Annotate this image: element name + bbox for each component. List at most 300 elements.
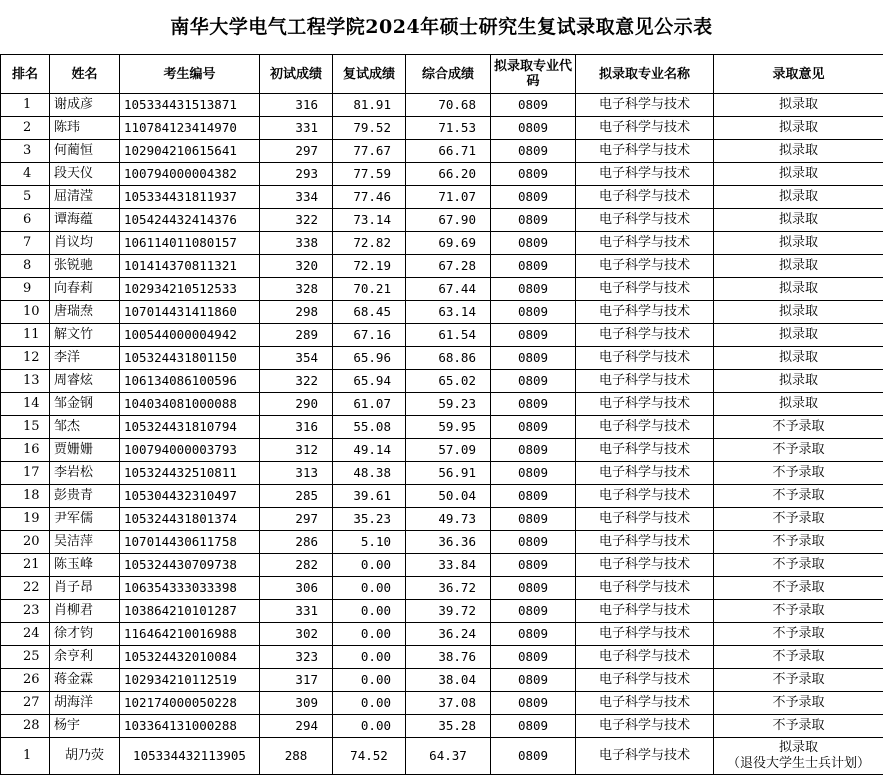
- cell-major-name: 电子科学与技术: [576, 508, 714, 531]
- cell-exam-id: 101414370811321: [120, 255, 260, 278]
- cell-total-score: 38.76: [406, 646, 491, 669]
- cell-major-code: 0809: [491, 531, 576, 554]
- table-row: [1, 623, 883, 646]
- cell-initial-score: 285: [260, 485, 333, 508]
- cell-major-name: 电子科学与技术: [576, 577, 714, 600]
- cell-major-name: 电子科学与技术: [576, 485, 714, 508]
- cell-name: 张锐驰: [50, 255, 120, 278]
- table-row-extra: [1, 738, 883, 775]
- cell-opinion: 拟录取: [714, 232, 883, 255]
- cell-retest-score: 65.96: [333, 347, 406, 370]
- cell-major-name: 电子科学与技术: [576, 255, 714, 278]
- cell-name: 胡海洋: [50, 692, 120, 715]
- cell-total-score: 63.14: [406, 301, 491, 324]
- cell-retest-score: 49.14: [333, 439, 406, 462]
- cell-rank: 15: [1, 416, 50, 439]
- cell-initial-score: 297: [260, 508, 333, 531]
- cell-rank: 1: [1, 738, 50, 775]
- cell-name: 屈清滢: [50, 186, 120, 209]
- cell-major-name: 电子科学与技术: [576, 623, 714, 646]
- cell-name: 蒋金霖: [50, 669, 120, 692]
- cell-retest-score: 48.38: [333, 462, 406, 485]
- cell-name: 唐瑞焘: [50, 301, 120, 324]
- cell-major-name: 电子科学与技术: [576, 692, 714, 715]
- cell-initial-score: 302: [260, 623, 333, 646]
- cell-rank: 13: [1, 370, 50, 393]
- table-row: [1, 393, 883, 416]
- cell-total-score: 68.86: [406, 347, 491, 370]
- cell-retest-score: 0.00: [333, 669, 406, 692]
- cell-total-score: 67.28: [406, 255, 491, 278]
- cell-major-name: 电子科学与技术: [576, 715, 714, 738]
- cell-major-code: 0809: [491, 692, 576, 715]
- cell-rank: 14: [1, 393, 50, 416]
- cell-major-code: 0809: [491, 94, 576, 117]
- header-opinion: 录取意见: [714, 55, 883, 94]
- cell-major-name: 电子科学与技术: [576, 347, 714, 370]
- cell-retest-score: 77.46: [333, 186, 406, 209]
- table-row: [1, 554, 883, 577]
- cell-exam-id: 103364131000288: [120, 715, 260, 738]
- cell-retest-score: 0.00: [333, 646, 406, 669]
- cell-name: 余亨利: [50, 646, 120, 669]
- cell-major-name: 电子科学与技术: [576, 94, 714, 117]
- cell-total-score: 35.28: [406, 715, 491, 738]
- cell-rank: 26: [1, 669, 50, 692]
- cell-name: 肖子昂: [50, 577, 120, 600]
- cell-rank: 28: [1, 715, 50, 738]
- cell-retest-score: 67.16: [333, 324, 406, 347]
- cell-total-score: 49.73: [406, 508, 491, 531]
- cell-opinion: 拟录取: [714, 255, 883, 278]
- header-total-score: 综合成绩: [406, 55, 491, 94]
- cell-total-score: 36.24: [406, 623, 491, 646]
- cell-rank: 22: [1, 577, 50, 600]
- cell-rank: 11: [1, 324, 50, 347]
- cell-retest-score: 55.08: [333, 416, 406, 439]
- cell-retest-score: 0.00: [333, 692, 406, 715]
- table-row: [1, 301, 883, 324]
- cell-rank: 3: [1, 140, 50, 163]
- cell-retest-score: 81.91: [333, 94, 406, 117]
- cell-major-code: 0809: [491, 370, 576, 393]
- cell-initial-score: 317: [260, 669, 333, 692]
- cell-retest-score: 77.67: [333, 140, 406, 163]
- cell-major-name: 电子科学与技术: [576, 646, 714, 669]
- cell-opinion: 不予录取: [714, 623, 883, 646]
- cell-opinion: 不予录取: [714, 554, 883, 577]
- cell-major-name: 电子科学与技术: [576, 600, 714, 623]
- cell-initial-score: 293: [260, 163, 333, 186]
- table-row: [1, 715, 883, 738]
- cell-rank: 23: [1, 600, 50, 623]
- cell-rank: 2: [1, 117, 50, 140]
- cell-name: 肖柳君: [50, 600, 120, 623]
- cell-opinion: 拟录取: [714, 370, 883, 393]
- cell-initial-score: 323: [260, 646, 333, 669]
- cell-major-code: 0809: [491, 439, 576, 462]
- cell-name: 肖议均: [50, 232, 120, 255]
- cell-initial-score: 294: [260, 715, 333, 738]
- cell-exam-id: 104034081000088: [120, 393, 260, 416]
- cell-major-code: 0809: [491, 554, 576, 577]
- cell-exam-id: 106354333033398: [120, 577, 260, 600]
- cell-initial-score: 286: [260, 531, 333, 554]
- cell-major-code: 0809: [491, 232, 576, 255]
- header-major-code: 拟录取专业代码: [491, 55, 576, 94]
- cell-exam-id: 106114011080157: [120, 232, 260, 255]
- table-row: [1, 255, 883, 278]
- cell-exam-id: 102934210112519: [120, 669, 260, 692]
- cell-opinion: 拟录取: [714, 117, 883, 140]
- cell-rank: 25: [1, 646, 50, 669]
- cell-rank: 24: [1, 623, 50, 646]
- table-row: [1, 278, 883, 301]
- cell-rank: 16: [1, 439, 50, 462]
- cell-major-code: 0809: [491, 508, 576, 531]
- cell-exam-id: 100794000004382: [120, 163, 260, 186]
- cell-major-code: 0809: [491, 738, 576, 775]
- cell-major-name: 电子科学与技术: [576, 370, 714, 393]
- table-row: [1, 577, 883, 600]
- cell-rank: 1: [1, 94, 50, 117]
- cell-exam-id: 100544000004942: [120, 324, 260, 347]
- cell-major-code: 0809: [491, 669, 576, 692]
- cell-retest-score: 70.21: [333, 278, 406, 301]
- cell-rank: 19: [1, 508, 50, 531]
- cell-initial-score: 331: [260, 600, 333, 623]
- cell-rank: 21: [1, 554, 50, 577]
- cell-total-score: 50.04: [406, 485, 491, 508]
- cell-major-name: 电子科学与技术: [576, 140, 714, 163]
- cell-name: 陈玮: [50, 117, 120, 140]
- cell-initial-score: 316: [260, 416, 333, 439]
- cell-opinion: 不予录取: [714, 508, 883, 531]
- cell-total-score: 66.20: [406, 163, 491, 186]
- cell-exam-id: 105334432113905: [120, 738, 260, 775]
- cell-initial-score: 322: [260, 209, 333, 232]
- cell-opinion: 拟录取: [714, 209, 883, 232]
- cell-total-score: 56.91: [406, 462, 491, 485]
- cell-name: 尹军儒: [50, 508, 120, 531]
- cell-total-score: 37.08: [406, 692, 491, 715]
- cell-total-score: 70.68: [406, 94, 491, 117]
- cell-retest-score: 0.00: [333, 554, 406, 577]
- cell-opinion: 拟录取: [714, 301, 883, 324]
- cell-total-score: 65.02: [406, 370, 491, 393]
- table-row: [1, 646, 883, 669]
- cell-initial-score: 322: [260, 370, 333, 393]
- cell-major-name: 电子科学与技术: [576, 416, 714, 439]
- cell-major-name: 电子科学与技术: [576, 209, 714, 232]
- cell-name: 周睿炫: [50, 370, 120, 393]
- cell-major-code: 0809: [491, 186, 576, 209]
- cell-initial-score: 338: [260, 232, 333, 255]
- cell-total-score: 71.07: [406, 186, 491, 209]
- cell-retest-score: 72.82: [333, 232, 406, 255]
- cell-initial-score: 309: [260, 692, 333, 715]
- cell-exam-id: 116464210016988: [120, 623, 260, 646]
- cell-major-code: 0809: [491, 600, 576, 623]
- cell-major-name: 电子科学与技术: [576, 232, 714, 255]
- cell-initial-score: 282: [260, 554, 333, 577]
- cell-total-score: 59.95: [406, 416, 491, 439]
- cell-total-score: 57.09: [406, 439, 491, 462]
- cell-retest-score: 0.00: [333, 577, 406, 600]
- cell-major-name: 电子科学与技术: [576, 738, 714, 775]
- cell-major-code: 0809: [491, 301, 576, 324]
- table-row: [1, 416, 883, 439]
- cell-name: 贾姗姗: [50, 439, 120, 462]
- cell-initial-score: 297: [260, 140, 333, 163]
- table-body: [1, 94, 883, 775]
- cell-opinion: [714, 738, 883, 775]
- cell-exam-id: 106134086100596: [120, 370, 260, 393]
- cell-major-code: 0809: [491, 209, 576, 232]
- opinion-note: （退役大学生士兵计划）: [714, 756, 883, 772]
- cell-opinion: 不予录取: [714, 646, 883, 669]
- cell-rank: 4: [1, 163, 50, 186]
- cell-total-score: 38.04: [406, 669, 491, 692]
- cell-opinion: 拟录取: [714, 94, 883, 117]
- table-row: [1, 232, 883, 255]
- cell-rank: 9: [1, 278, 50, 301]
- cell-name: 李岩松: [50, 462, 120, 485]
- cell-initial-score: 328: [260, 278, 333, 301]
- cell-name: 吴洁萍: [50, 531, 120, 554]
- cell-major-name: 电子科学与技术: [576, 324, 714, 347]
- cell-initial-score: 306: [260, 577, 333, 600]
- table-header-row: [1, 55, 883, 94]
- table-row: [1, 508, 883, 531]
- cell-name: 邹金钢: [50, 393, 120, 416]
- cell-rank: 27: [1, 692, 50, 715]
- cell-opinion: 不予录取: [714, 485, 883, 508]
- cell-initial-score: 288: [260, 738, 333, 775]
- cell-total-score: 59.23: [406, 393, 491, 416]
- cell-retest-score: 35.23: [333, 508, 406, 531]
- cell-exam-id: 100794000003793: [120, 439, 260, 462]
- cell-opinion: 不予录取: [714, 600, 883, 623]
- cell-name: 何蔺恒: [50, 140, 120, 163]
- cell-initial-score: 334: [260, 186, 333, 209]
- cell-opinion: 拟录取: [714, 186, 883, 209]
- cell-opinion: 不予录取: [714, 715, 883, 738]
- cell-initial-score: 290: [260, 393, 333, 416]
- cell-major-code: 0809: [491, 255, 576, 278]
- admission-table: [0, 54, 883, 775]
- cell-total-score: 71.53: [406, 117, 491, 140]
- cell-major-code: 0809: [491, 577, 576, 600]
- cell-total-score: 69.69: [406, 232, 491, 255]
- cell-rank: 6: [1, 209, 50, 232]
- cell-major-code: 0809: [491, 485, 576, 508]
- cell-major-code: 0809: [491, 163, 576, 186]
- cell-retest-score: 74.52: [333, 738, 406, 775]
- cell-major-name: 电子科学与技术: [576, 393, 714, 416]
- cell-name: 彭贵青: [50, 485, 120, 508]
- header-major-name: 拟录取专业名称: [576, 55, 714, 94]
- cell-major-code: 0809: [491, 462, 576, 485]
- cell-retest-score: 0.00: [333, 600, 406, 623]
- cell-exam-id: 102934210512533: [120, 278, 260, 301]
- cell-total-score: 33.84: [406, 554, 491, 577]
- table-row: [1, 600, 883, 623]
- cell-major-code: 0809: [491, 623, 576, 646]
- cell-opinion: 不予录取: [714, 462, 883, 485]
- table-row: [1, 669, 883, 692]
- cell-major-name: 电子科学与技术: [576, 278, 714, 301]
- cell-major-name: 电子科学与技术: [576, 439, 714, 462]
- cell-major-name: 电子科学与技术: [576, 531, 714, 554]
- cell-exam-id: 102174000050228: [120, 692, 260, 715]
- table-row: [1, 531, 883, 554]
- cell-opinion: 拟录取: [714, 393, 883, 416]
- cell-total-score: 66.71: [406, 140, 491, 163]
- cell-retest-score: 61.07: [333, 393, 406, 416]
- opinion-text: 拟录取: [714, 740, 883, 756]
- table-row: [1, 163, 883, 186]
- cell-opinion: 不予录取: [714, 416, 883, 439]
- cell-exam-id: 103864210101287: [120, 600, 260, 623]
- cell-rank: 18: [1, 485, 50, 508]
- cell-opinion: 拟录取: [714, 278, 883, 301]
- header-name: 姓名: [50, 55, 120, 94]
- cell-retest-score: 5.10: [333, 531, 406, 554]
- cell-major-name: 电子科学与技术: [576, 163, 714, 186]
- cell-total-score: 67.90: [406, 209, 491, 232]
- cell-name: 杨宇: [50, 715, 120, 738]
- cell-exam-id: 105304432310497: [120, 485, 260, 508]
- cell-initial-score: 298: [260, 301, 333, 324]
- cell-rank: 20: [1, 531, 50, 554]
- table-row: [1, 140, 883, 163]
- cell-total-score: 39.72: [406, 600, 491, 623]
- header-retest-score: 复试成绩: [333, 55, 406, 94]
- cell-major-code: 0809: [491, 715, 576, 738]
- cell-major-name: 电子科学与技术: [576, 554, 714, 577]
- cell-retest-score: 79.52: [333, 117, 406, 140]
- page-title: 南华大学电气工程学院2024年硕士研究生复试录取意见公示表: [0, 0, 883, 54]
- header-rank: 排名: [1, 55, 50, 94]
- cell-name: 邹杰: [50, 416, 120, 439]
- cell-rank: 12: [1, 347, 50, 370]
- cell-initial-score: 316: [260, 94, 333, 117]
- cell-major-name: 电子科学与技术: [576, 669, 714, 692]
- cell-rank: 17: [1, 462, 50, 485]
- table-row: [1, 94, 883, 117]
- cell-name: 向春莉: [50, 278, 120, 301]
- cell-total-score: 36.72: [406, 577, 491, 600]
- cell-rank: 8: [1, 255, 50, 278]
- cell-name: 胡乃荧: [50, 738, 120, 775]
- cell-name: 李洋: [50, 347, 120, 370]
- cell-major-code: 0809: [491, 347, 576, 370]
- cell-opinion: 拟录取: [714, 140, 883, 163]
- cell-exam-id: 105324431801374: [120, 508, 260, 531]
- cell-name: 谭海蕴: [50, 209, 120, 232]
- table-row: [1, 692, 883, 715]
- table-row: [1, 370, 883, 393]
- cell-initial-score: 312: [260, 439, 333, 462]
- table-row: [1, 117, 883, 140]
- cell-major-code: 0809: [491, 117, 576, 140]
- cell-total-score: 36.36: [406, 531, 491, 554]
- cell-exam-id: 105334431513871: [120, 94, 260, 117]
- table-row: [1, 462, 883, 485]
- cell-retest-score: 0.00: [333, 623, 406, 646]
- cell-major-code: 0809: [491, 324, 576, 347]
- cell-exam-id: 107014430611758: [120, 531, 260, 554]
- cell-name: 段天仪: [50, 163, 120, 186]
- table-row: [1, 324, 883, 347]
- cell-opinion: 不予录取: [714, 669, 883, 692]
- cell-initial-score: 289: [260, 324, 333, 347]
- cell-rank: 7: [1, 232, 50, 255]
- table-row: [1, 439, 883, 462]
- cell-retest-score: 65.94: [333, 370, 406, 393]
- cell-retest-score: 68.45: [333, 301, 406, 324]
- cell-exam-id: 102904210615641: [120, 140, 260, 163]
- table-row: [1, 186, 883, 209]
- cell-exam-id: 105324431810794: [120, 416, 260, 439]
- cell-retest-score: 39.61: [333, 485, 406, 508]
- cell-name: 解文竹: [50, 324, 120, 347]
- cell-name: 徐才钧: [50, 623, 120, 646]
- cell-major-code: 0809: [491, 140, 576, 163]
- cell-exam-id: 105324432010084: [120, 646, 260, 669]
- cell-name: 谢成彦: [50, 94, 120, 117]
- cell-retest-score: 72.19: [333, 255, 406, 278]
- cell-total-score: 67.44: [406, 278, 491, 301]
- cell-exam-id: 105324432510811: [120, 462, 260, 485]
- cell-opinion: 拟录取: [714, 347, 883, 370]
- cell-exam-id: 105334431811937: [120, 186, 260, 209]
- cell-major-code: 0809: [491, 646, 576, 669]
- cell-name: 陈玉峰: [50, 554, 120, 577]
- cell-retest-score: 0.00: [333, 715, 406, 738]
- header-initial-score: 初试成绩: [260, 55, 333, 94]
- cell-total-score: 61.54: [406, 324, 491, 347]
- cell-major-name: 电子科学与技术: [576, 301, 714, 324]
- cell-rank: 10: [1, 301, 50, 324]
- cell-opinion: 不予录取: [714, 692, 883, 715]
- cell-exam-id: 105324430709738: [120, 554, 260, 577]
- cell-rank: 5: [1, 186, 50, 209]
- cell-initial-score: 320: [260, 255, 333, 278]
- cell-initial-score: 331: [260, 117, 333, 140]
- cell-opinion: 不予录取: [714, 577, 883, 600]
- cell-major-name: 电子科学与技术: [576, 462, 714, 485]
- cell-opinion: 拟录取: [714, 324, 883, 347]
- cell-total-score: 64.37: [406, 738, 491, 775]
- cell-initial-score: 354: [260, 347, 333, 370]
- cell-major-code: 0809: [491, 393, 576, 416]
- cell-initial-score: 313: [260, 462, 333, 485]
- cell-opinion: 不予录取: [714, 531, 883, 554]
- cell-major-code: 0809: [491, 278, 576, 301]
- table-row: [1, 209, 883, 232]
- cell-major-name: 电子科学与技术: [576, 117, 714, 140]
- cell-exam-id: 107014431411860: [120, 301, 260, 324]
- cell-exam-id: 105324431801150: [120, 347, 260, 370]
- cell-major-code: 0809: [491, 416, 576, 439]
- header-exam-id: 考生编号: [120, 55, 260, 94]
- cell-exam-id: 105424432414376: [120, 209, 260, 232]
- cell-exam-id: 110784123414970: [120, 117, 260, 140]
- cell-opinion: 拟录取: [714, 163, 883, 186]
- table-row: [1, 347, 883, 370]
